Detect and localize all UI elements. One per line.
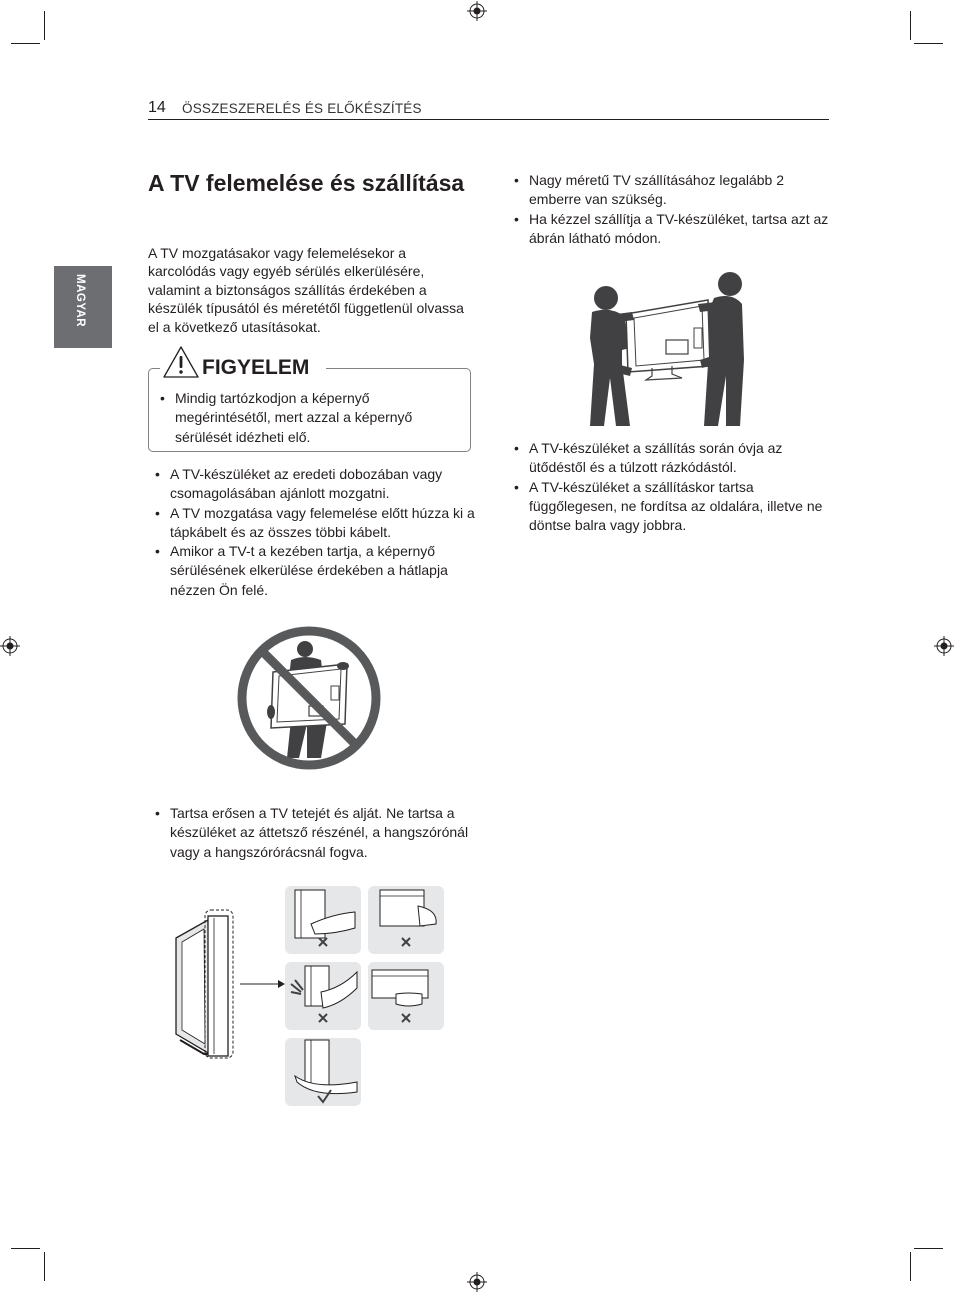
crop-mark xyxy=(910,11,911,40)
tv-side-view xyxy=(176,910,233,1058)
two-person-carry-illustration xyxy=(586,268,748,430)
intro-paragraph: A TV mozgatásakor vagy felemelésekor a karcolódás vagy egyéb sérülés elkerülésére, valamint a biztonságos szállítás érdekében a készülék típusától és méretétől függetlenül olvassa el a következő utasításokat. xyxy=(148,245,464,335)
list-item: • A TV-készüléket a szállításkor tartsa függőlegesen, ne fordítsa az oldalára, illetve ne döntse balra vagy jobbra. xyxy=(507,478,837,536)
grip-panel-wrong xyxy=(368,962,444,1030)
grip-list xyxy=(148,804,478,862)
crop-mark xyxy=(44,11,45,40)
transport-list xyxy=(507,171,837,248)
grip-panel-correct xyxy=(285,1038,361,1106)
crop-mark xyxy=(910,1252,911,1281)
registration-mark-icon xyxy=(467,1,487,21)
registration-mark-icon xyxy=(934,636,954,656)
transport-care-list xyxy=(507,439,837,535)
crop-mark xyxy=(914,43,943,44)
grip-panel-wrong xyxy=(285,886,361,954)
grip-panel-wrong xyxy=(285,962,361,1030)
crop-mark xyxy=(11,1248,40,1249)
registration-mark-icon xyxy=(467,1272,487,1292)
language-tab xyxy=(54,266,112,348)
registration-mark-icon xyxy=(0,636,20,656)
language-tab-label: MAGYAR xyxy=(74,274,86,328)
section-title: ÖSSZESZERELÉS ÉS ELŐKÉSZÍTÉS xyxy=(182,101,422,116)
grip-diagram xyxy=(168,884,448,1108)
page-number: 14 xyxy=(148,99,166,116)
crop-mark xyxy=(11,43,40,44)
list-item: • Mindig tartózkodjon a képernyő megérintésétől, mert azzal a képernyő sérülését idézheti elő. xyxy=(153,389,453,447)
list-item: • Tartsa erősen a TV tetejét és alját. Ne tartsa a készüléket az áttetsző részénél, a hangszórónál vagy a hangszórórácsnál fogva. xyxy=(148,804,478,862)
crop-mark xyxy=(914,1248,943,1249)
list-item: • Ha kézzel szállítja a TV-készüléket, tartsa azt az ábrán látható módon. xyxy=(507,210,837,249)
page-title: A TV felemelése és szállítása xyxy=(148,170,465,196)
list-item: • A TV-készüléket a szállítás során óvja az ütődéstől és a túlzott rázkódástól. xyxy=(507,439,837,478)
caution-heading xyxy=(160,345,326,381)
crop-mark xyxy=(44,1252,45,1281)
list-item: • Nagy méretű TV szállításához legalább 2 emberre van szükség. xyxy=(507,171,837,210)
handling-list xyxy=(148,465,478,600)
list-item: • A TV mozgatása vagy felemelése előtt húzza ki a tápkábelt és az összes többi kábelt. xyxy=(148,504,478,543)
list-item: • Amikor a TV-t a kezében tartja, a képernyő sérülésének elkerülése érdekében a hátlapja nézzen Ön felé. xyxy=(148,542,478,600)
tv-figure xyxy=(626,300,710,380)
list-item: • A TV-készüléket az eredeti dobozában vagy csomagolásában ajánlott mozgatni. xyxy=(148,465,478,504)
caution-list xyxy=(153,389,453,447)
warning-triangle-icon xyxy=(162,345,200,379)
caution-title: FIGYELEM xyxy=(202,356,310,379)
prohibited-carry-illustration xyxy=(235,624,383,772)
grip-panel-wrong xyxy=(368,886,444,954)
header-rule xyxy=(148,119,829,120)
